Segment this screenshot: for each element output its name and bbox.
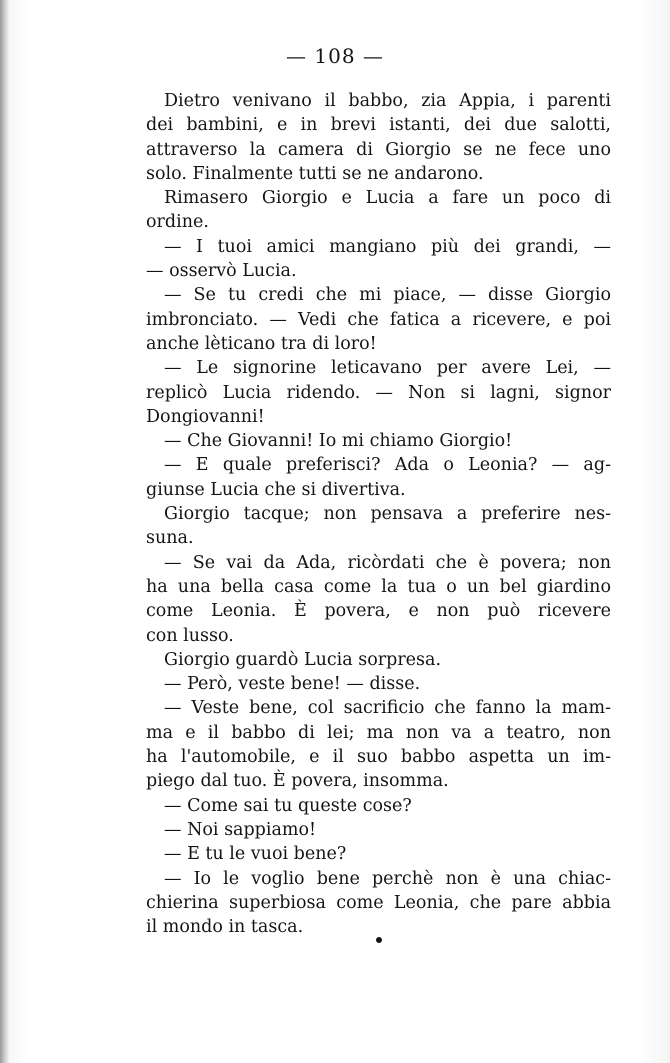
- text-line: — Che Giovanni! Io mi chiamo Giorgio!: [164, 431, 513, 452]
- page-gutter-shadow: [0, 0, 9, 1063]
- text-line: ha una bella casa come la tua o un bel giardino: [146, 576, 611, 597]
- text-line: solo. Finalmente tutti se ne andarono.: [146, 163, 484, 184]
- text-line: imbronciato. — Vedi che fatica a ricevere, e poi: [146, 309, 611, 330]
- text-line: — Veste bene, col sacrificio che fanno la mam-: [164, 698, 611, 719]
- text-line: — Noi sappiamo!: [164, 819, 317, 840]
- text-line: Dongiovanni!: [146, 406, 265, 427]
- text-line: — Però, veste bene! — disse.: [164, 674, 421, 695]
- text-line: — Le signorine leticavano per avere Lei, —: [164, 358, 611, 379]
- text-line: ha l'automobile, e il suo babbo aspetta un im-: [146, 747, 611, 768]
- text-line: — E tu le vuoi bene?: [164, 844, 347, 865]
- text-line: come Leonia. È povera, e non può ricevere: [146, 601, 611, 622]
- text-line: chierina superbiosa come Leonia, che pare abbia: [146, 892, 611, 913]
- text-line: — Se vai da Ada, ricòrdati che è povera; non: [164, 552, 611, 573]
- text-line: — I tuoi amici mangiano più dei grandi, —: [164, 236, 611, 257]
- end-ornament-dot: [376, 937, 382, 943]
- text-line: Giorgio guardò Lucia sorpresa.: [164, 649, 442, 670]
- text-line: Rimasero Giorgio e Lucia a fare un poco di: [164, 188, 611, 209]
- text-line: ordine.: [146, 212, 209, 233]
- text-line: suna.: [146, 528, 194, 549]
- text-line: — Io le voglio bene perchè non è una chiac-: [164, 868, 611, 889]
- page-number: — 108 —: [286, 44, 384, 68]
- text-line: ma e il babbo di lei; ma non va a teatro, non: [146, 722, 611, 743]
- text-line: il mondo in tasca.: [146, 917, 304, 938]
- text-line: attraverso la camera di Giorgio se ne fece uno: [146, 139, 611, 160]
- text-line: dei bambini, e in brevi istanti, dei due salotti,: [146, 115, 611, 136]
- text-line: — Come sai tu queste cose?: [164, 795, 412, 816]
- text-line: con lusso.: [146, 625, 234, 646]
- text-line: — osservò Lucia.: [146, 261, 297, 282]
- text-line: giunse Lucia che si divertiva.: [146, 479, 406, 500]
- text-line: anche lèticano tra di loro!: [146, 333, 377, 354]
- text-line: piego dal tuo. È povera, insomma.: [146, 771, 449, 792]
- body-text: [146, 89, 611, 939]
- text-line: — E quale preferisci? Ada o Leonia? — ag-: [164, 455, 611, 476]
- text-line: replicò Lucia ridendo. — Non si lagni, signor: [146, 382, 611, 403]
- text-line: Dietro venivano il babbo, zia Appia, i parenti: [164, 91, 611, 111]
- text-line: — Se tu credi che mi piace, — disse Giorgio: [164, 285, 611, 306]
- text-line: Giorgio tacque; non pensava a preferire nes-: [164, 504, 611, 525]
